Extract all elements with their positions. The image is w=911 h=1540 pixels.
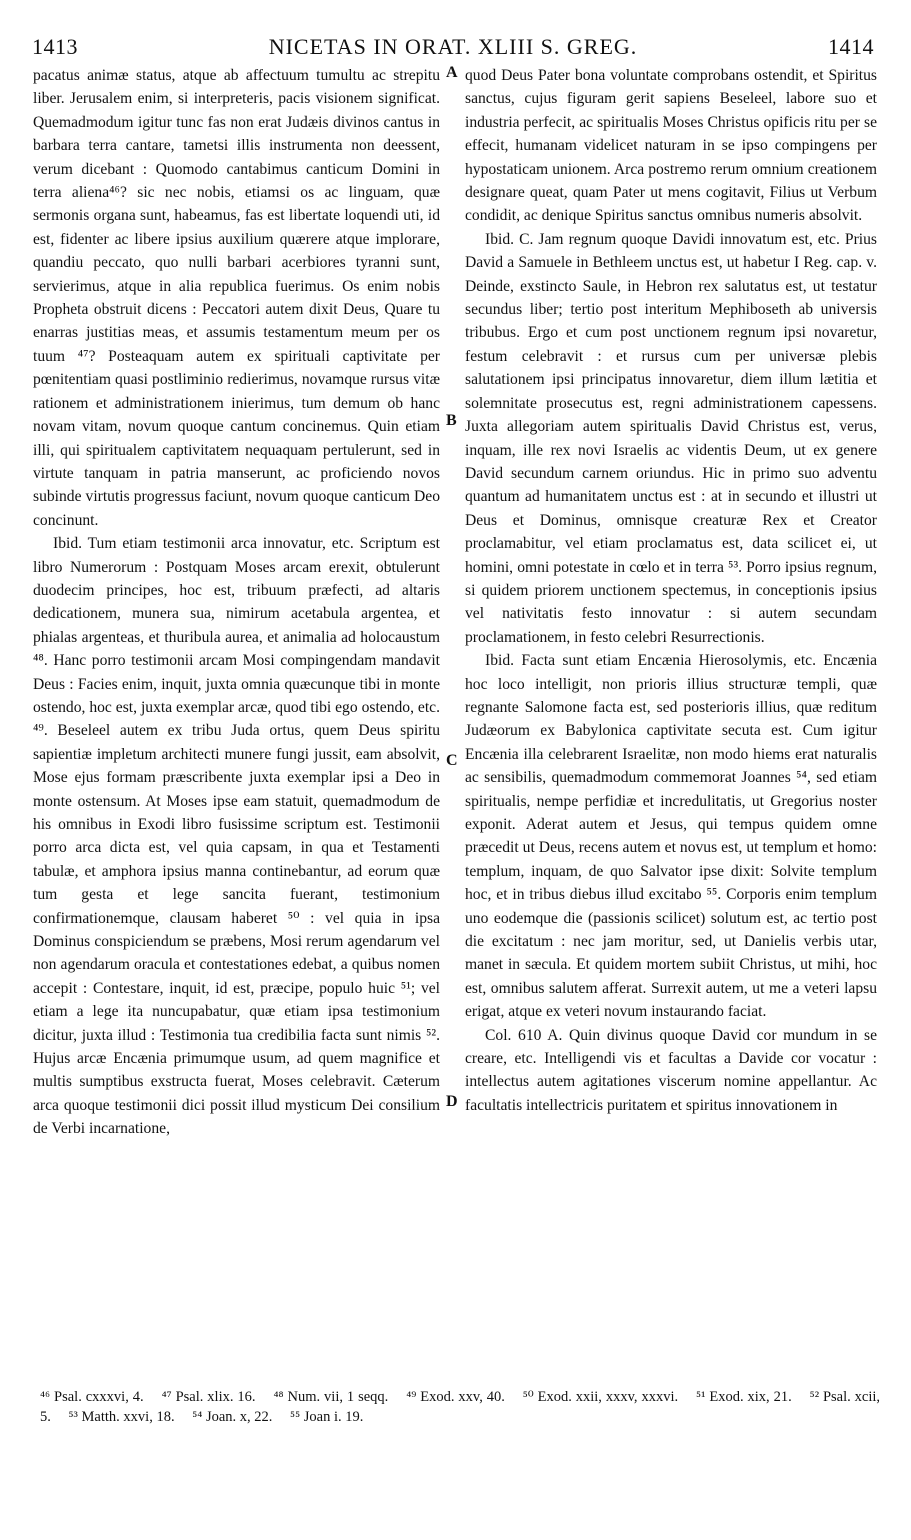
footnote: ⁵¹ Exod. xix, 21. (696, 1389, 792, 1405)
paragraph: Ibid. Tum etiam testimonii arca innovatur, etc. Scriptum est libro Numerorum : Postquam Moses arcam erexit, obtulerunt duodecim principes, hoc est, tribuum præfecti, ad altaris dedicationem, munera sua, nimirum acetabula argentea, et phialas argenteas, et thuribula aurea, et animalia ad holocaustum ⁴⁸. Hanc porro testimonii arcam Mosi compingendam mandavit Deus : Facies enim, inquit, juxta omnia quæcunque tibi in monte ostendo, hoc est, juxta exemplar arcæ, quod tibi ego ostendo, etc. ⁴⁹. Beseleel autem ex tribu Juda ortus, quem Deus spiritu sapientiæ impletum architecti munere fungi jussit, eam absolvit, Mose ejus formam præscribente juxta exemplar ipsi a Deo in monte ostensum. At Moses ipse eam statuit, quemadmodum de his omnibus in Exodi libro fusissime scriptum est. Testimonii porro arca dicta est, vel quia capsam, in qua et Testamenti tabulæ, et amphora ipsius manna continebantur, ad eorum quæ tum gesta et lege sancita fuerant, testimonium confirmationemque, clausam haberet ⁵⁰ : vel quia in ipsa Dominus conspiciendum se præbens, Mosi rerum agendarum vel non agendarum oracula et contestationes edebat, a quibus nomen accepit : Contestare, inquit, id est, præcipe, populo huic ⁵¹; vel etiam a lege ita nuncupabatur, quæ etiam ipsa testimonium dicitur, juxta illud : Testimonia tua credibilia facta sunt nimis ⁵². Hujus arcæ Encænia primumque usum, ad quem magnifice et multis sumptibus exstructa fuerat, Moses celebravit. Cæterum arca quoque testimonii dici possit illud mysticum Dei consilium de Verbi incarnatione, (33, 535, 440, 1138)
footnote: ⁴⁶ Psal. cxxxvi, 4. (40, 1389, 144, 1405)
paragraph: pacatus animæ status, atque ab affectuum tumultu ac strepitu liber. Jerusalem enim, si interpreteris, pacis visionem significat. Quemadmodum igitur tunc fas non erat Judæis divinos cantus in barbara terra cantare, tametsi illis instrumenta non deessent, verum dicebant : Quomodo cantabimus canticum Domini in terra aliena⁴⁶? sic nec nobis, etiamsi os ac linguam, quæ sermonis organa sunt, habeamus, fas est libertate loquendi uti, id est, fidenter ac libere ipsius auxilium quærere atque implorare, quandiu peccato, quo nulli barbari acerbiores tyranni sunt, servierimus, atque in alia republica fuerimus. Os enim nobis Propheta obstruit dicens : Peccatori autem dixit Deus, Quare tu enarras justitias meas, et assumis testamentum meum per os tuum ⁴⁷? Posteaquam autem ex spirituali captivitate per pœnitentiam quasi postliminio redierimus, novamque rursus vitæ rationem et administrationem inierimus, tum demum ob hanc novam vitam, novum quoque cantum concinemus. Quin etiam illi, qui spiritualem captivitatem nequaquam pertulerunt, sed in virtute tanquam in patria manserunt, ac proficiendo novos subinde virtutis progressus faciunt, novum quoque canticum Deo concinunt. (33, 67, 440, 529)
footnote: ⁴⁹ Exod. xxv, 40. (406, 1389, 505, 1405)
paragraph: Ibid. Facta sunt etiam Encænia Hierosolymis, etc. Encænia hoc loco intelligit, non prioris illius structuræ templi, quæ regnante Salomone facta est, sed posterioris illius, quæ reditum Judæorum ex Babylonica captivitate secuta est. Cum igitur Encænia illa celebrarent Israelitæ, non modo hiems erat naturalis ac sensibilis, quemadmodum commemorat Joannes ⁵⁴, sed etiam spiritualis, nempe perfidiæ et incredulitatis, ut Gregorius noster exponit. Aderat autem et Jesus, qui tempus quidem omne præcedit ut Deus, recens autem et novus est, ut templum et homo: templum, inquam, de quo Salvator ipse dixit: Solvite templum hoc, et in tribus diebus illud excitabo ⁵⁵. Corporis enim templum uno eodemque die (passionis scilicet) solutum est, ac tertio post die excitatum : nec jam moritur, sed, ut Danielis verbis utar, manet in sæcula. Et quidem mortem subiit Christus, ut mihi, hoc est, omnibus salutem afferat. Surrexit autem, ut me a veteri lapsu erigat, atque ex veteri novum instaurando faciat. (465, 652, 877, 1021)
margin-letter-c: C (446, 752, 458, 769)
footnotes (40, 1387, 880, 1427)
left-page-number: 1413 (32, 34, 78, 59)
footnote: ⁴⁷ Psal. xlix. 16. (161, 1389, 256, 1405)
footnote: ⁵⁴ Joan. x, 22. (192, 1409, 273, 1425)
footnote: ⁵² Psal. xcii, 5. (40, 1389, 881, 1425)
running-header (32, 34, 874, 64)
paragraph: quod Deus Pater bona voluntate comprobans ostendit, et Spiritus sanctus, cujus figuram gerit sapiens Beseleel, labore suo et industria perfecit, ac spiritualis Moses Christus opificis ritu per se effecit, humanam videlicet naturam in se ipso compingens per hypostaticam unionem. Arca postremo rerum omnium creationem designare queat, quam Pater ut mens cogitavit, Filius ut Verbum condidit, ac denique Spiritus sanctus omnibus numeris absolvit. (465, 67, 877, 225)
paragraph: Col. 610 A. Quin divinus quoque David cor mundum in se creare, etc. Intelligendi vis et facultas a Davide cor vocatur : intellectus autem agitationes viscerum nomine appellantur. Ac facultatis intellectricis puritatem et spiritus innovationem in (465, 1026, 877, 1114)
footnote: ⁴⁸ Num. vii, 1 seqq. (273, 1389, 389, 1405)
running-title: NICETAS IN ORAT. XLIII S. GREG. (268, 34, 638, 59)
left-column (33, 64, 440, 1141)
right-page-number: 1414 (828, 34, 874, 59)
footnote: ⁵⁵ Joan i. 19. (290, 1409, 364, 1425)
right-column (465, 64, 877, 1117)
paragraph: Ibid. C. Jam regnum quoque Davidi innovatum est, etc. Prius David a Samuele in Bethleem unctus est, ut habetur I Reg. cap. v. Deinde, exstincto Saule, in Hebron rex salutatus est, ut testatur secundus liber; tertio post interitum Mephiboseth ab universis tribubus. Ergo et cum post unctionem regnum ipsi novaretur, festum celebravit : et rursus cum per universæ plebis salutationem ipsi principatus innovaretur, diem illum lætitia et solemnitate prosecutus est, regni administrationem capessens. Juxta allegoriam autem spiritualis David Christus est, verus, inquam, ille rex novi Israelis ac videntis Deum, ut ex genere David secundum carnem oriundus. Hic in primo suo adventu quantum ad humanitatem unctus est : at in secundo et illustri ut Deus et Dominus, omnisque creaturæ Rex et Creator proclamabitur, vel etiam proclamatus est, data scilicet ei, ut homini, omni potestate in cœlo et in terra ⁵³. Porro ipsius regnum, si quidem priorem unctionem spectemus, in conceptionis ipsius vel nativitatis festo innovatur : si autem secundam proclamationem, in festo celebri Resurrectionis. (465, 230, 877, 646)
margin-letter-b: B (446, 412, 457, 429)
margin-letter-a: A (446, 64, 458, 81)
footnote: ⁵³ Matth. xxvi, 18. (68, 1409, 175, 1425)
margin-letter-d: D (446, 1093, 458, 1110)
footnote: ⁵⁰ Exod. xxii, xxxv, xxxvi. (522, 1389, 679, 1405)
